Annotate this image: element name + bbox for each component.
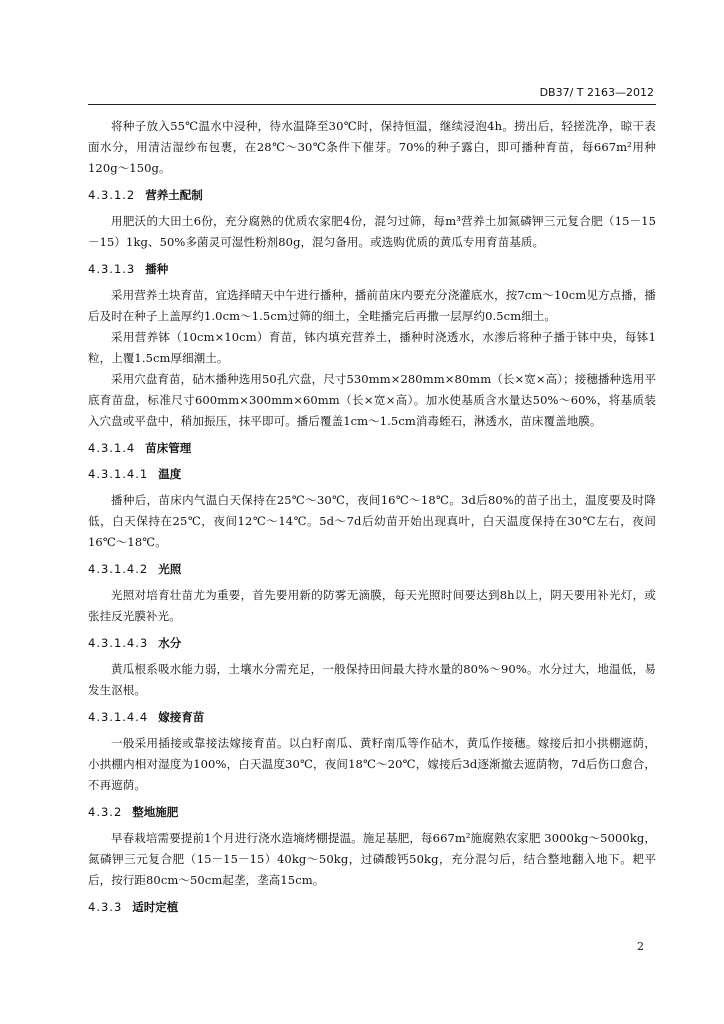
section-heading [88,259,656,279]
section-title: 营养土配制 [145,188,203,202]
section-number: 4.3.1.3 [88,262,136,276]
section-heading [88,464,656,484]
header-rule [88,104,656,105]
section-title: 播种 [145,262,169,276]
body-paragraph: 采用营养钵（10cm×10cm）育苗，钵内填充营养土，播种时浇透水，水渗后将种子播于钵中央，每钵1粒，上覆1.5cm厚细潮土。 [88,330,656,365]
section-number: 4.3.3 [88,900,123,914]
page-number: 2 [637,940,644,953]
section-number: 4.3.1.4.2 [88,562,149,576]
section-number: 4.3.1.4.1 [88,467,149,481]
section-title: 水分 [158,636,182,650]
document-code: DB37/ T 2163—2012 [539,86,654,99]
section-title: 温度 [158,467,182,481]
body-paragraph: 采用穴盘育苗，砧木播种选用50孔穴盘，尺寸530mm×280mm×80mm（长×宽×高）；接穗播种选用平底育苗盘，标准尺寸600mm×300mm×60mm（长×宽×高）。加水使基质含水量达50%～60%，将基质装入穴盘或平盘中，稍加振压，抹平即可。播后覆盖1cm～1.5cm消毒蛭石，淋透水，苗床覆盖地膜。 [88,372,656,428]
section-title: 整地施肥 [132,805,179,819]
body-paragraph: 一般采用插接或靠接法嫁接育苗。以白籽南瓜、黄籽南瓜等作砧木，黄瓜作接穗。嫁接后扣小拱棚遮荫，小拱棚内相对湿度为100%，白天温度30℃，夜间18℃～20℃，嫁接后3d逐渐撤去遮荫物，7d后伤口愈合，不再遮荫。 [88,736,656,792]
body-paragraph: 用肥沃的大田土6份，充分腐熟的优质农家肥4份，混匀过筛，每m³营养土加氮磷钾三元复合肥（15－15－15）1kg、50%多菌灵可湿性粉剂80g，混匀备用。或选购优质的黄瓜专用育苗基质。 [88,214,656,249]
section-heading [88,559,656,579]
body-paragraph: 采用营养土块育苗，宜选择晴天中午进行播种，播前苗床内要充分浇灌底水，按7cm～10cm见方点播，播后及时在种子上盖厚约1.0cm～1.5cm过筛的细土，全畦播完后再撒一层厚约0.5cm细土。 [88,288,656,323]
section-number: 4.3.1.4.4 [88,710,149,724]
body-paragraph: 黄瓜根系吸水能力弱，土壤水分需充足，一般保持田间最大持水量的80%～90%。水分过大，地温低，易发生沤根。 [88,662,656,697]
section-number: 4.3.1.2 [88,188,136,202]
section-heading [88,897,656,917]
section-title: 苗床管理 [145,441,192,455]
body-paragraph: 光照对培育壮苗尤为重要，首先要用新的防雾无滴膜，每天光照时间要达到8h以上，阴天要用补光灯，或张挂反光膜补光。 [88,588,656,623]
body-paragraph: 播种后，苗床内气温白天保持在25℃～30℃，夜间16℃～18℃。3d后80%的苗子出土，温度要及时降低，白天保持在25℃，夜间12℃～14℃。5d～7d后幼苗开始出现真叶，白天温度保持在30℃左右，夜间16℃～18℃。 [88,493,656,549]
section-title: 光照 [158,562,182,576]
section-heading [88,438,656,458]
document-body [88,116,656,923]
section-number: 4.3.1.4 [88,441,136,455]
body-paragraph: 将种子放入55℃温水中浸种，待水温降至30℃时，保持恒温，继续浸泡4h。捞出后，轻搓洗净，晾干表面水分，用清洁湿纱布包裹，在28℃～30℃条件下催芽。70%的种子露白，即可播种育苗，每667m²用种120g～150g。 [88,119,656,175]
section-title: 嫁接育苗 [158,710,205,724]
section-number: 4.3.2 [88,805,123,819]
body-paragraph: 早春栽培需要提前1个月进行浇水造墒烤棚提温。施足基肥，每667m²施腐熟农家肥 3000kg～5000kg，氮磷钾三元复合肥（15－15－15）40kg～50kg，过磷酸钙50kg，充分混匀后，结合整地翻入地下。耙平后，按行距80cm～50cm起垄，垄高15cm。 [88,831,656,887]
section-heading [88,802,656,822]
section-title: 适时定植 [132,900,179,914]
section-heading [88,633,656,653]
section-number: 4.3.1.4.3 [88,636,149,650]
section-heading [88,707,656,727]
section-heading [88,185,656,205]
